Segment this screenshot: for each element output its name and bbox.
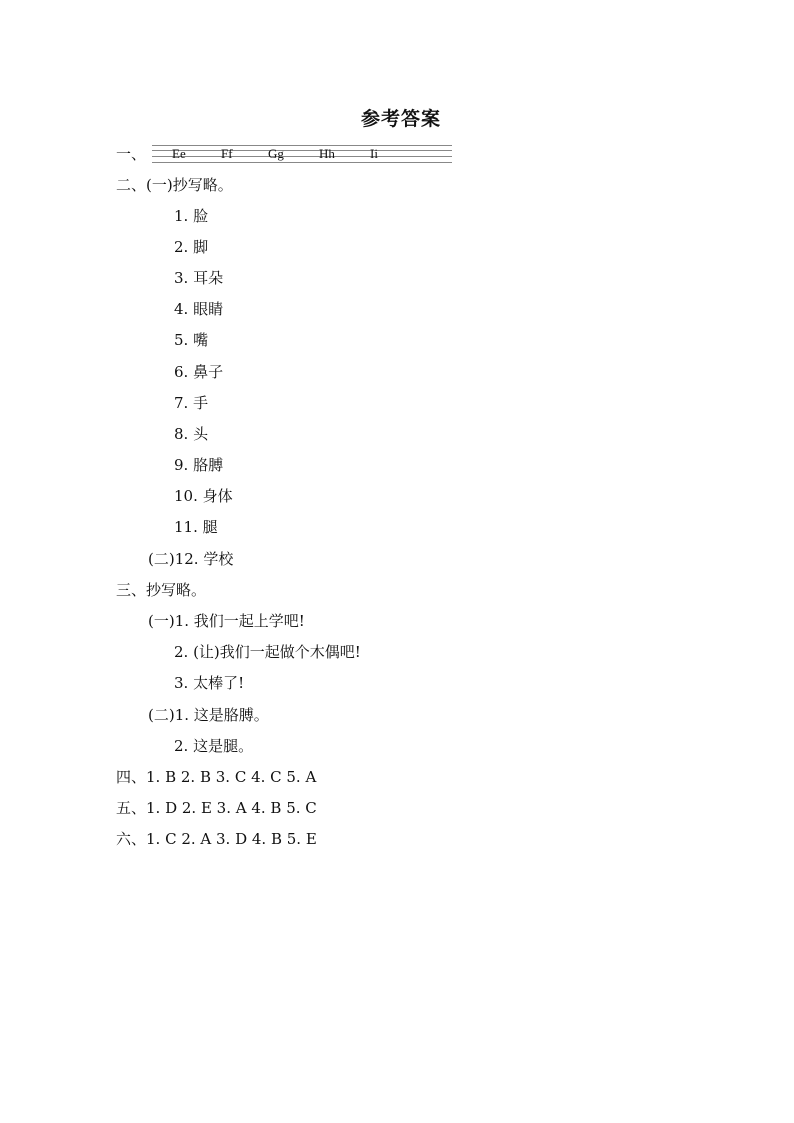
letter-pair: Ee [172, 146, 186, 161]
answer-item: (二)1. 这是胳膊。 [148, 706, 269, 724]
answer-item: 8. 头 [174, 425, 209, 443]
answer-item: 10. 身体 [174, 487, 233, 505]
answer-item: 5. 嘴 [174, 331, 209, 349]
answer-item: 6. 鼻子 [174, 363, 224, 381]
four-line-grid [152, 145, 452, 163]
page-title: 参考答案 [360, 108, 441, 130]
answer-item: 7. 手 [174, 394, 209, 412]
answer-item: 3. 太棒了! [174, 674, 245, 692]
answer-item: 1. 脸 [174, 207, 209, 225]
letter-pair: Gg [268, 146, 284, 161]
section-4-answers: 四、1. B 2. B 3. C 4. C 5. A [116, 768, 317, 786]
answer-item: 4. 眼睛 [174, 300, 224, 318]
section-3-heading: 三、抄写略。 [116, 581, 207, 599]
answer-item: (一)1. 我们一起上学吧! [148, 612, 305, 630]
answer-item: 11. 腿 [174, 518, 218, 536]
section-1-label: 一、 [116, 145, 147, 163]
answer-item: 3. 耳朵 [174, 269, 224, 287]
letter-pair: Ii [370, 146, 378, 161]
answer-item: (二)12. 学校 [148, 550, 234, 568]
letter-pair: Hh [319, 146, 335, 161]
letter-pair: Ff [221, 146, 233, 161]
letter-pairs [152, 145, 452, 163]
section-5-answers: 五、1. D 2. E 3. A 4. B 5. C [116, 799, 317, 817]
answer-item: 2. 这是腿。 [174, 737, 254, 755]
section-2-heading: 二、(一)抄写略。 [116, 176, 233, 194]
answer-item: 2. 脚 [174, 238, 209, 256]
answer-item: 2. (让)我们一起做个木偶吧! [174, 643, 361, 661]
section-6-answers: 六、1. C 2. A 3. D 4. B 5. E [116, 830, 317, 848]
answer-item: 9. 胳膊 [174, 456, 224, 474]
